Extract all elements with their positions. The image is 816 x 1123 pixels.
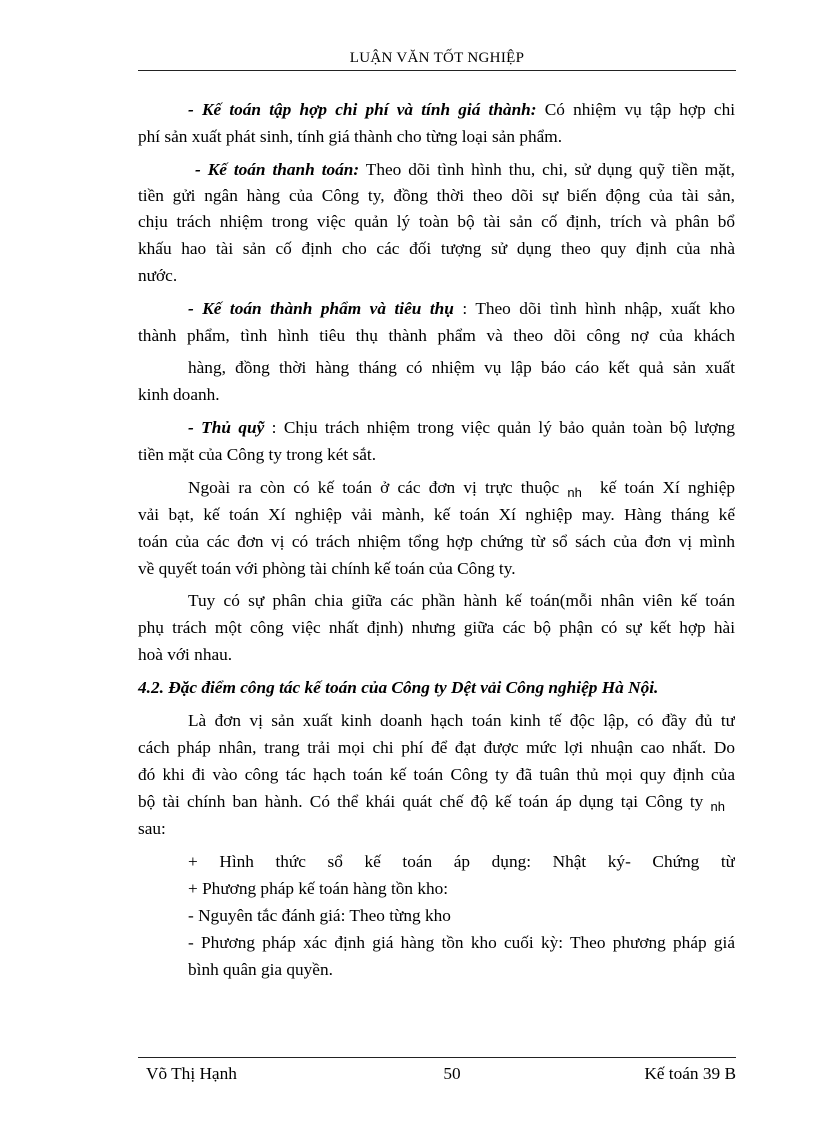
text-line [138,764,735,786]
text-segment: tiền mặt của Công ty trong két sắt. [138,445,377,464]
text-line [138,558,735,580]
text-line [188,357,735,379]
text-segment: Có nhiệm vụ tập hợp chi [544,100,735,119]
text-line [138,737,735,759]
footer-author: Võ Thị Hạnh [146,1064,237,1083]
text-segment: phí sản xuất phát sinh, tính giá thành cho từng loại sản phẩm. [138,127,563,146]
subscript-fragment: nh [567,485,582,499]
footer-class: Kế toán 39 B [644,1064,736,1083]
text-line [138,617,735,639]
text-line [188,932,735,954]
text-line [138,384,735,406]
text-segment: Ngoài ra còn có kế toán ở các đơn vị trực thuộc [188,478,568,497]
text-line [188,590,735,612]
text-segment: bình quân gia quyền. [188,960,333,979]
text-segment: tiền gửi ngân hàng của Công ty, đồng thời theo dõi sự biến động của tài sản, [138,186,735,205]
text-segment: kế toán Xí nghiệp [600,478,735,497]
text-segment: : Chịu trách nhiệm trong việc quản lý bảo quản toàn bộ lượng [271,418,735,437]
text-segment: toán của các đơn vị có trách nhiệm tổng hợp chứng từ sổ sách của đơn vị mình [138,532,735,551]
text-segment: vải bạt, kế toán Xí nghiệp vải mành, kế toán Xí nghiệp may. Hàng tháng kế [138,505,735,524]
running-header: LUẬN VĂN TỐT NGHIỆP [349,50,525,66]
text-segment: cách pháp nhân, trang trải mọi chi phí để đạt được mức lợi nhuận cao nhất. Do [138,738,735,757]
text-segment: : Theo dõi tình hình nhập, xuất kho [462,299,735,318]
text-segment: về quyết toán với phòng tài chính kế toán của Công ty. [138,559,516,578]
text-line [188,99,735,121]
text-segment: Là đơn vị sản xuất kinh doanh hạch toán kinh tế độc lập, có đầy đủ tư [188,711,735,730]
section-heading [138,677,735,699]
header-rule [138,70,736,71]
bold-italic-term: - Kế toán thành phẩm và tiêu thụ [188,299,454,318]
bold-italic-term: - Kế toán tập hợp chi phí và tính giá thành: [188,100,537,119]
text-segment: bộ tài chính ban hành. Có thể khái quát chế độ kế toán áp dụng tại Công ty [138,792,711,811]
text-segment: sau: [138,819,166,838]
text-segment: + Hình thức sổ kế toán áp dụng: Nhật ký- Chứng từ [188,852,735,871]
text-line [138,265,735,287]
text-line [138,818,735,840]
subscript-fragment: nh [710,799,725,813]
bold-italic-term: 4.2. Đặc điểm công tác kế toán của Công ty Dệt vải Công nghiệp Hà Nội. [138,678,659,697]
text-segment: - Nguyên tắc đánh giá: Theo từng kho [188,906,451,925]
text-line [138,126,735,148]
text-line [188,959,735,981]
text-line [138,325,735,347]
text-segment: khấu hao tài sản cố định cho các đối tượng sử dụng theo quy định của nhà [138,239,735,258]
text-segment: Tuy có sự phân chia giữa các phần hành kế toán(mỗi nhân viên kế toán [188,591,735,610]
text-line [188,878,735,900]
text-segment: phụ trách một công việc nhất định) nhưng giữa các bộ phận có sự kết hợp hài [138,618,735,637]
text-line [188,417,735,439]
text-segment: thành phẩm, tình hình tiêu thụ thành phẩm và theo dõi công nợ của khách [138,326,735,345]
text-segment: đó khi đi vào công tác hạch toán kế toán Công ty đã tuân thủ mọi quy định của [138,765,735,784]
text-segment: kinh doanh. [138,385,220,404]
text-line [138,238,735,260]
text-line [138,644,735,666]
text-line [188,298,735,320]
text-segment: nước. [138,266,178,285]
footer-rule [138,1057,736,1058]
text-segment: chịu trách nhiệm trong việc quản lý toàn bộ tài sản cố định, trích và phân bổ [138,212,735,231]
text-line [138,185,735,207]
text-line [195,159,735,181]
text-line [138,504,735,526]
text-segment: Theo dõi tình hình thu, chi, sử dụng quỹ tiền mặt, [365,160,735,179]
text-line [188,710,735,732]
bold-italic-term: - Thủ quỹ [188,418,265,437]
text-segment: hoà với nhau. [138,645,233,664]
text-line [188,477,735,499]
text-line [138,211,735,233]
text-segment: - Phương pháp xác định giá hàng tồn kho cuối kỳ: Theo phương pháp giá [188,933,735,952]
text-line [188,905,735,927]
text-segment: + Phương pháp kế toán hàng tồn kho: [188,879,449,898]
bold-italic-term: - Kế toán thanh toán: [195,160,360,179]
text-line [138,444,735,466]
text-line [188,851,735,873]
text-line [138,531,735,553]
footer-page-number: 50 [443,1064,461,1083]
text-line [138,791,735,813]
text-segment: hàng, đồng thời hàng tháng có nhiệm vụ lập báo cáo kết quả sản xuất [188,358,735,377]
